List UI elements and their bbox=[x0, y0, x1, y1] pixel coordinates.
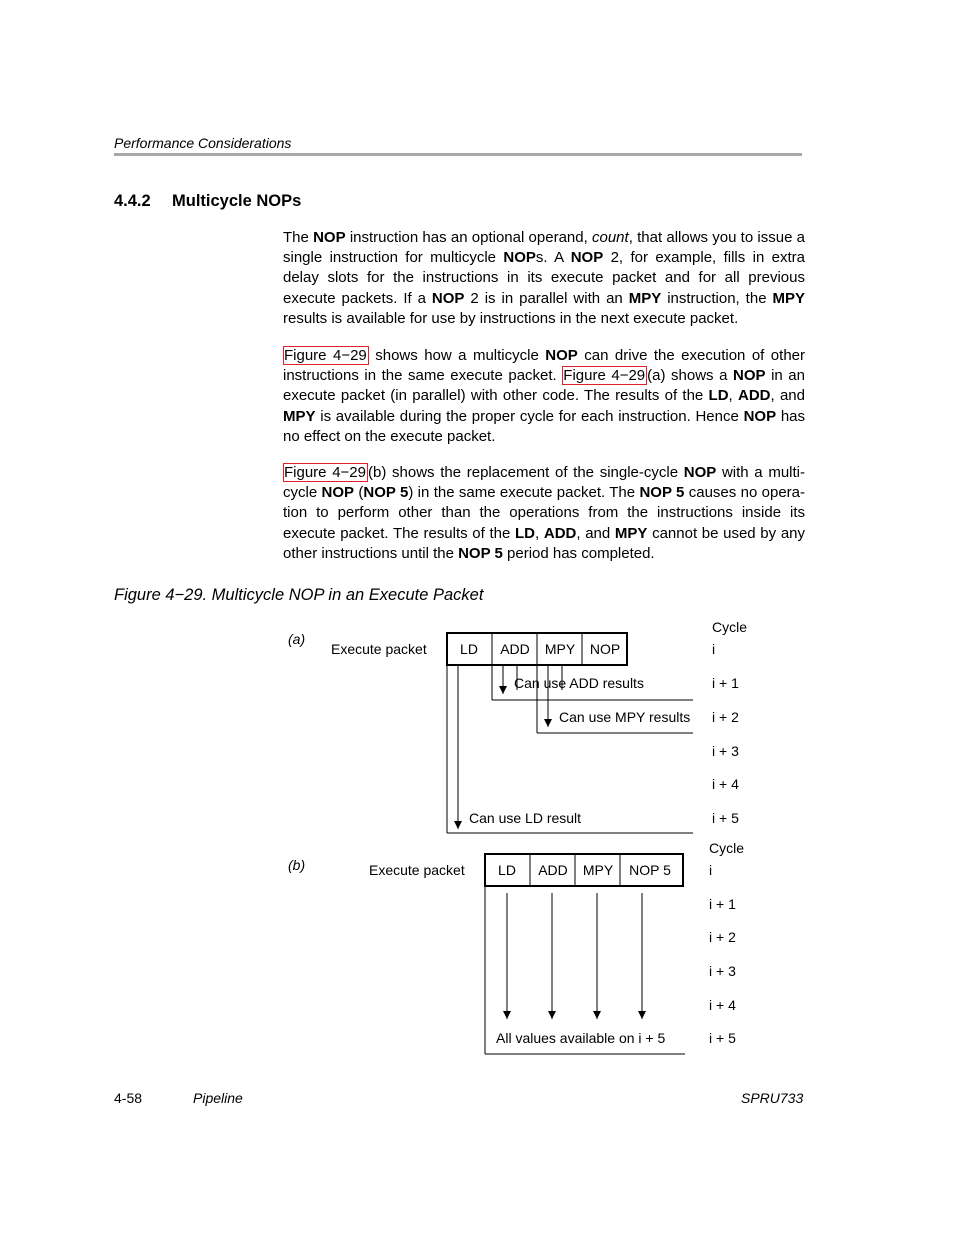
text-run: instruction, the bbox=[661, 289, 773, 307]
note-add: Can use ADD results bbox=[514, 675, 644, 691]
text-run: cannot be used by any other instructions until the bbox=[283, 524, 806, 562]
bold-term: ADD bbox=[543, 524, 577, 542]
bold-term: LD bbox=[708, 387, 729, 405]
slot-mpy: MPY bbox=[582, 862, 614, 878]
bold-term: MPY bbox=[283, 407, 316, 425]
cycle-label: i bbox=[712, 641, 716, 657]
bold-term: NOP bbox=[570, 249, 604, 267]
page-number: 4-58 bbox=[114, 1090, 143, 1106]
part-a-label: (a) bbox=[288, 631, 306, 647]
bold-term: NOP bbox=[545, 347, 578, 364]
text-run: can drive the execution of other instructions in the same execute packet. bbox=[283, 347, 805, 385]
cycle-label: i + 5 bbox=[712, 810, 739, 826]
part-b-packet-label: Execute packet bbox=[369, 862, 465, 878]
text-run: , bbox=[535, 524, 544, 542]
cycle-header: Cycle bbox=[712, 619, 748, 635]
text-run: period has completed. bbox=[502, 544, 655, 562]
part-b-label: (b) bbox=[288, 857, 306, 873]
text-run: s. A bbox=[535, 249, 571, 267]
cycle-label: i + 5 bbox=[709, 1030, 736, 1046]
text-run: , that allows you to issue a single instruction for multicycle bbox=[283, 229, 806, 267]
text-run: has no effect on the execute packet. bbox=[283, 407, 806, 445]
bold-term: NOP bbox=[431, 289, 465, 307]
text-run: (b) shows the replacement of the single-cycle bbox=[368, 464, 684, 481]
note-ld: Can use LD result bbox=[469, 810, 582, 826]
cycle-label: i + 3 bbox=[712, 743, 739, 759]
cycle-header: Cycle bbox=[709, 840, 745, 856]
cycle-label: i bbox=[709, 862, 713, 878]
slot-mpy: MPY bbox=[544, 641, 576, 657]
bold-term: MPY bbox=[628, 289, 662, 307]
text-run: (a) shows a bbox=[647, 367, 733, 385]
bold-term: NOP bbox=[321, 484, 355, 502]
note-mpy: Can use MPY results bbox=[559, 709, 691, 725]
text-run: , bbox=[728, 387, 738, 405]
bold-term: NOP bbox=[313, 229, 346, 246]
cycle-label: i + 4 bbox=[712, 776, 739, 792]
bold-term: LD bbox=[515, 524, 536, 542]
slot-add: ADD bbox=[538, 862, 568, 878]
slot-add: ADD bbox=[500, 641, 530, 657]
text-run: ( bbox=[354, 484, 364, 502]
cycle-label: i + 1 bbox=[709, 896, 736, 912]
note-all-values: All values available on i + 5 bbox=[496, 1030, 666, 1046]
text-run: shows how a multicycle bbox=[368, 347, 546, 364]
running-head: Performance Considerations bbox=[114, 135, 292, 151]
text-run: ) in the same execute packet. The bbox=[408, 484, 640, 502]
text-run: in an execute packet (in parallel) with other code. The results of the bbox=[283, 367, 805, 405]
chapter-title: Pipeline bbox=[193, 1090, 243, 1106]
part-a-packet-label: Execute packet bbox=[331, 641, 427, 657]
text-run: The bbox=[283, 229, 314, 246]
bold-term: NOP 5 bbox=[363, 484, 409, 502]
figure-link[interactable]: Figure 4−29 bbox=[284, 347, 367, 364]
slot-ld: LD bbox=[498, 862, 516, 878]
text-run: causes no opera-tion to perform other than the operations from the instructions inside its execute packet. The results of the bbox=[283, 484, 806, 542]
bold-term: NOP bbox=[683, 464, 717, 481]
figure-caption: Figure 4−29. Multicycle NOP in an Execute Packet bbox=[114, 586, 484, 604]
bold-term: NOP 5 bbox=[639, 484, 685, 502]
bold-term: NOP bbox=[503, 249, 536, 267]
text-run: results is available for use by instructions in the next execute packet. bbox=[283, 309, 739, 327]
text-run: 2, for example, fills in extra delay slots for the instructions in its execute packet and for all previous execute packets. If a bbox=[283, 249, 806, 307]
text-run: 2 is in parallel with an bbox=[464, 289, 629, 307]
figure-link[interactable]: Figure 4−29 bbox=[563, 367, 646, 385]
figure-link[interactable]: Figure 4−29 bbox=[284, 464, 366, 481]
cycle-label: i + 4 bbox=[709, 997, 736, 1013]
cycle-label: i + 1 bbox=[712, 675, 739, 691]
text-run: instruction has an optional operand, bbox=[345, 229, 592, 246]
diagram-part-b bbox=[288, 840, 744, 1054]
slot-nop: NOP bbox=[589, 641, 621, 657]
section-title: Multicycle NOPs bbox=[172, 192, 302, 210]
text-run: , and bbox=[576, 524, 615, 542]
cycle-label: i + 3 bbox=[709, 963, 736, 979]
section-number: 4.4.2 bbox=[114, 192, 151, 210]
bold-term: MPY bbox=[614, 524, 648, 542]
bold-term: NOP 5 bbox=[458, 544, 503, 562]
bold-term: MPY bbox=[772, 289, 806, 307]
slot-nop5: NOP 5 bbox=[629, 862, 671, 878]
text-run: with a multi-cycle bbox=[283, 464, 805, 502]
cycle-label: i + 2 bbox=[709, 929, 736, 945]
doc-id: SPRU733 bbox=[741, 1090, 804, 1106]
italic-term: count bbox=[592, 229, 629, 246]
bold-term: NOP bbox=[743, 407, 777, 425]
diagram-part-a bbox=[288, 619, 747, 833]
text-run: is available during the proper cycle for each instruction. Hence bbox=[315, 407, 744, 425]
bold-term: NOP bbox=[733, 367, 766, 385]
text-run: , and bbox=[770, 387, 805, 405]
bold-term: ADD bbox=[738, 387, 771, 405]
cycle-label: i + 2 bbox=[712, 709, 739, 725]
slot-ld: LD bbox=[460, 641, 478, 657]
